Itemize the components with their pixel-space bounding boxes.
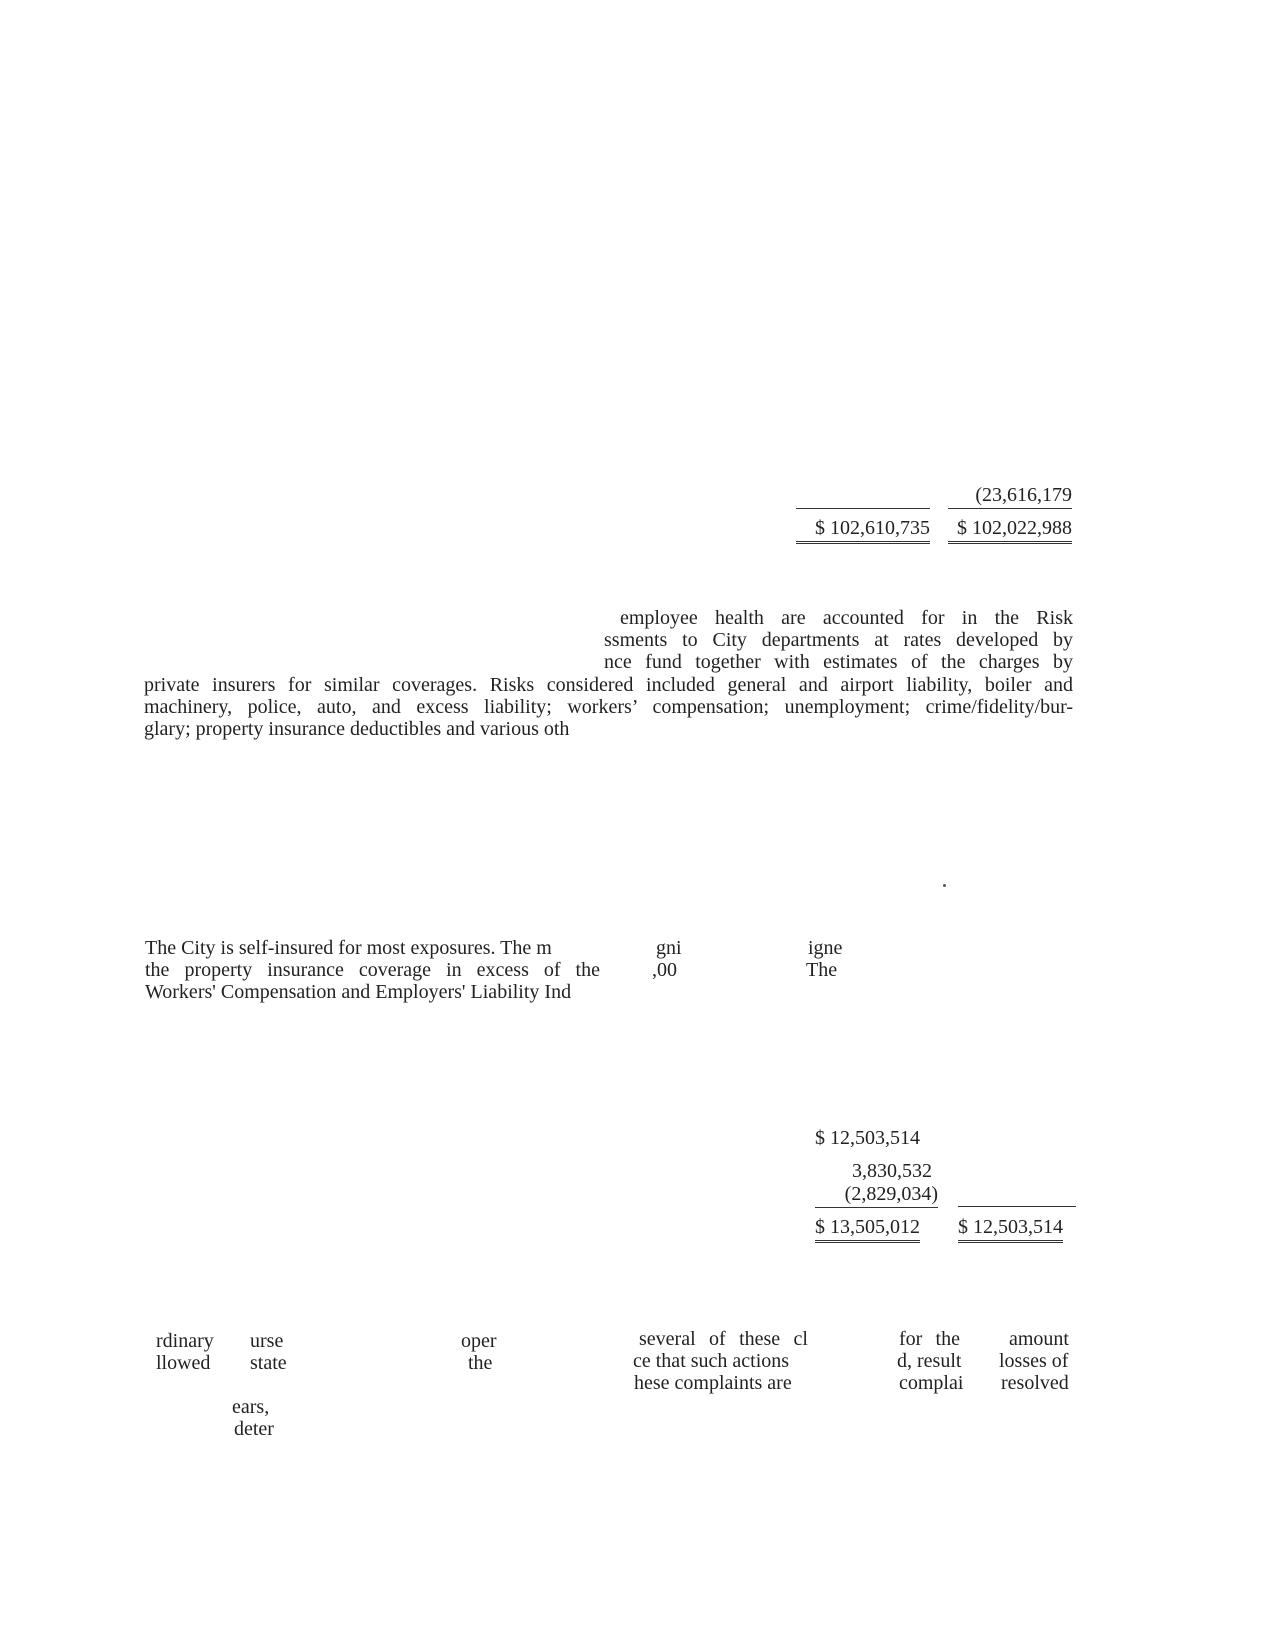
- text-fragment: ,00: [652, 959, 677, 981]
- paragraph-line: the property insurance coverage in excess of the: [145, 959, 600, 981]
- paragraph-line: employee health are accounted for in the Risk: [620, 607, 1073, 629]
- text-fragment: ce that such actions: [633, 1350, 790, 1372]
- top-table-total-2: $ 102,022,988: [948, 517, 1072, 544]
- claims-payments: (2,829,034): [815, 1183, 938, 1208]
- paragraph-line: The City is self-insured for most exposures. The m: [145, 937, 552, 959]
- claims-total-1: $ 13,505,012: [815, 1216, 920, 1243]
- claims-additions: 3,830,532: [852, 1160, 932, 1182]
- blank-cell-underline: [958, 1206, 1076, 1207]
- text-fragment: ears,: [232, 1396, 270, 1418]
- paragraph-line: Workers' Compensation and Employers' Liability Ind: [145, 981, 572, 1003]
- text-fragment: the: [468, 1352, 493, 1374]
- paragraph-line: glary; property insurance deductibles and various oth: [144, 718, 570, 740]
- paragraph-line: ssments to City departments at rates developed by: [604, 629, 1073, 651]
- text-fragment: rdinary: [156, 1330, 214, 1352]
- text-fragment: several of these cl: [639, 1328, 808, 1350]
- text-fragment: for the: [899, 1328, 960, 1350]
- text-fragment: oper: [461, 1330, 497, 1352]
- text-fragment: gni: [656, 937, 682, 959]
- text-fragment: losses of: [999, 1350, 1069, 1372]
- paragraph-line: nce fund together with estimates of the charges by: [604, 651, 1073, 673]
- scan-speck: [943, 884, 946, 887]
- text-fragment: hese complaints are: [634, 1372, 792, 1394]
- top-table-row-value: (23,616,179: [948, 484, 1072, 509]
- top-table-total-1: $ 102,610,735: [796, 517, 930, 544]
- text-fragment: amount: [1009, 1328, 1069, 1350]
- paragraph-line: private insurers for similar coverages. Risks considered included general and airport liability, boiler and: [144, 674, 1073, 696]
- text-fragment: igne: [808, 937, 843, 959]
- paragraph-line: machinery, police, auto, and excess liability; workers’ compensation; unemployment; crime/fidelity/bur-: [144, 696, 1073, 718]
- text-fragment: state: [250, 1352, 287, 1374]
- text-fragment: urse: [250, 1330, 284, 1352]
- text-fragment: The: [806, 959, 838, 981]
- blank-cell-underline: [796, 508, 930, 509]
- claims-total-2: $ 12,503,514: [958, 1216, 1063, 1243]
- text-fragment: deter: [234, 1418, 274, 1440]
- text-fragment: d, result: [897, 1350, 962, 1372]
- text-fragment: llowed: [156, 1352, 211, 1374]
- claims-beginning-balance: $ 12,503,514: [815, 1127, 920, 1149]
- text-fragment: complai: [899, 1372, 964, 1394]
- text-fragment: resolved: [1001, 1372, 1069, 1394]
